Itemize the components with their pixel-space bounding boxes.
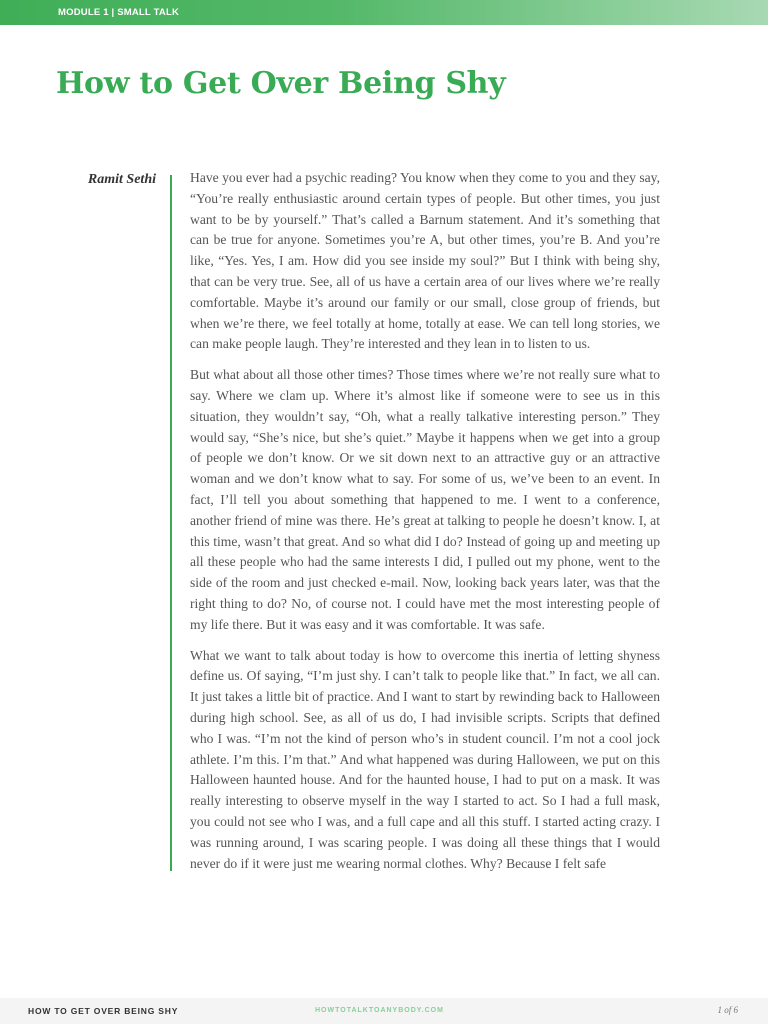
paragraph: What we want to talk about today is how to overcome this inertia of letting shyness define us. Of saying, “I’m just shy. I can’t talk to people like that.” In fact, we all can. It just takes a little bit of practice. And I want to start by rewinding back to Halloween during high school. See, as all of us do, I had invisible scripts. Scripts that defined who I was. “I’m not the kind of person who’s in student council. I’m not a cool jock athlete. I’m this. I’m that.” And what happened was during Halloween, we put on this Halloween haunted house. And for the haunted house, I had to put on a mask. It was really interesting to observe myself in the way I started to act. So I had a full mask, you could not see who I was, and a full cape and all this stuff. I started acting crazy. I was running around, I was scaring people. I was doing all these things that I would never do if it were just me wearing normal clothes. Why? Because I felt safe [190,647,660,871]
footer-url[interactable]: HOWTOTALKTOANYBODY.COM [315,1007,444,1014]
module-label: MODULE 1 | SMALL TALK [58,7,180,18]
transcript-body [190,168,660,884]
page-number: 1 of 6 [717,1005,738,1015]
paragraph: But what about all those other times? Those times where we’re not really sure what to say. Where we clam up. Where it’s almost like if someone were to see us in this situation, they wouldn’t say, “Oh, what a really talkative interesting person.” They would say, “She’s nice, but she’s quiet.” Maybe it happens when we get into a group of people we don’t know. Or we sit down next to an attractive guy or an attractive woman and we don’t know what to say. For some of us, we’ve been to an event. In fact, I’ll tell you about something that happened to me. I went to a conference, another friend of mine was there. He’s great at talking to people he doesn’t know. I, at this time, wasn’t that great. And so what did I do? Instead of going up and meeting up all these people who had the same interests I did, I pulled out my phone, went to the side of the room and just checked e-mail. Now, looking back years later, was that the right thing to do? No, of course not. I could have met the most interesting people of my life there. But it was easy and it was comfortable. It was safe. [190,367,660,632]
paragraph: Have you ever had a psychic reading? You know when they come to you and they say, “You’re really enthusiastic around certain types of people. But other times, you just want to be by yourself.” That’s called a Barnum statement. And it’s something that can be true for anyone. Sometimes you’re A, but other times, you’re B. And you’re like, “Yes. Yes, I am. How did you see inside my soul?” But I think with being shy, that can be very true. See, all of us have a certain area of our lives where we’re really comfortable. Maybe it’s around our family or our small, close group of friends, but when we’re there, we feel totally at home, totally at ease. We can tell long stories, we can make people laugh. They’re interested and they lean in to listen to us. [190,170,660,352]
header-bar [0,0,768,25]
page-title: How to Get Over Being Shy [56,66,506,101]
speaker-name: Ramit Sethi [87,172,156,187]
accent-rule [170,175,172,871]
footer-title: HOW TO GET OVER BEING SHY [28,1006,179,1016]
